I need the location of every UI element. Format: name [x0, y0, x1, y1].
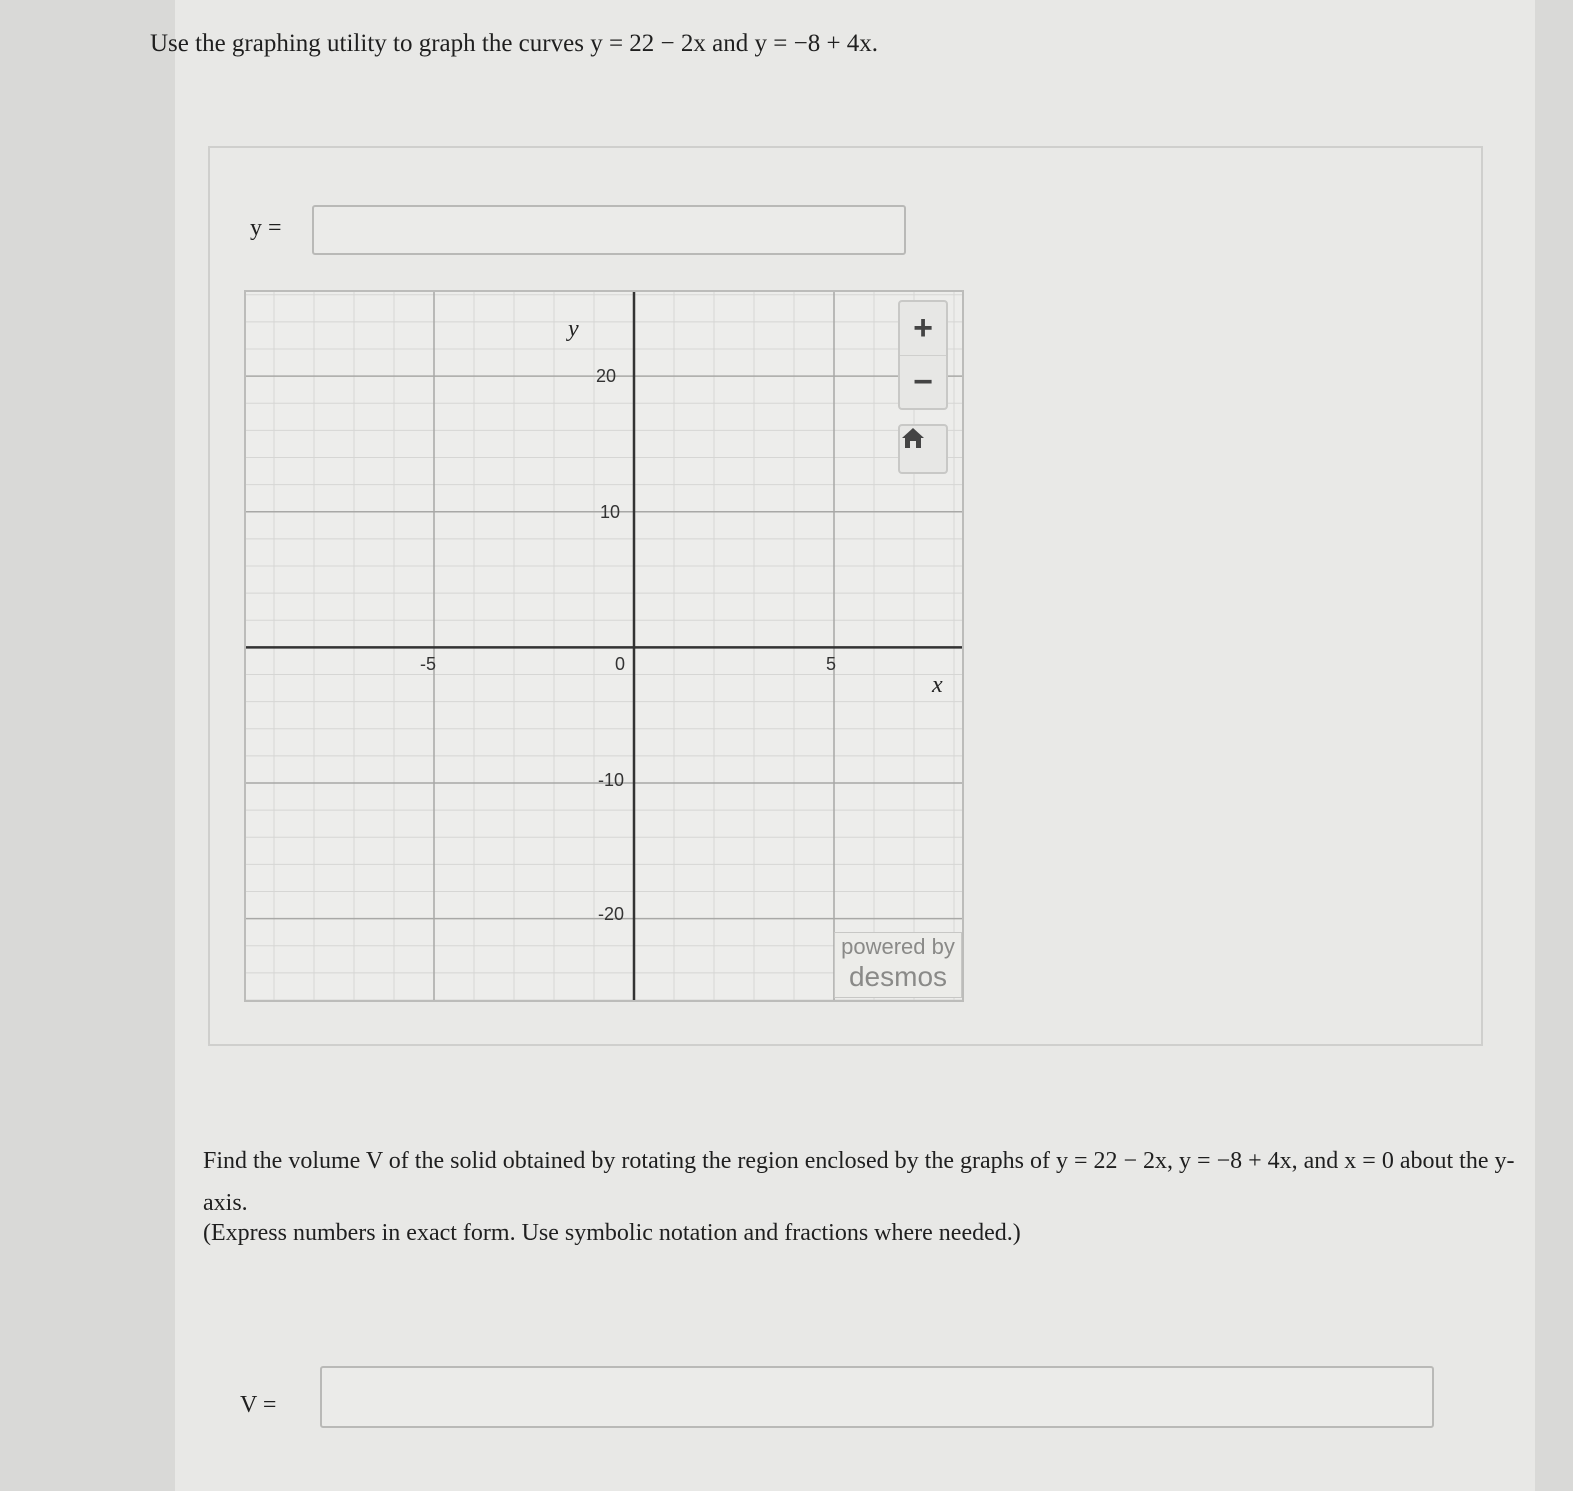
home-button[interactable] — [898, 424, 948, 474]
x-axis-label: x — [932, 672, 943, 698]
zoom-controls — [898, 300, 948, 410]
y-tick-10: 10 — [600, 502, 621, 522]
x-tick-0: 0 — [615, 654, 626, 674]
graph-grid[interactable] — [246, 292, 962, 1000]
y-tick-neg10: -10 — [598, 770, 625, 790]
y-tick-20: 20 — [596, 366, 617, 386]
home-icon — [900, 426, 926, 450]
desmos-logo: desmos — [848, 961, 948, 992]
x-tick-neg5: -5 — [420, 654, 437, 674]
y-axis-label: y — [568, 316, 579, 342]
x-tick-5: 5 — [826, 654, 837, 674]
y-expression-input[interactable] — [312, 205, 906, 255]
volume-question-text: Find the volume V of the solid obtained by rotating the region enclosed by the graphs of y = 22 − 2x, y = −8 + 4x, and x = 0 about the y-axis. — [203, 1148, 1515, 1216]
curve-2: y = −8 + 4x. — [754, 30, 879, 57]
zoom-in-button[interactable]: + — [913, 309, 933, 347]
y-tick-neg20: -20 — [598, 904, 625, 924]
curve-1: y = 22 − 2x — [590, 30, 706, 57]
desmos-attribution[interactable] — [834, 932, 962, 998]
powered-by-text: powered by — [841, 934, 955, 959]
desmos-graph[interactable] — [244, 290, 964, 1002]
format-note: (Express numbers in exact form. Use symbolic notation and fractions where needed.) — [203, 1220, 1021, 1246]
volume-question — [203, 1140, 1523, 1224]
zoom-out-button[interactable]: − — [900, 355, 946, 409]
volume-label: V = — [240, 1392, 277, 1418]
volume-answer-input[interactable] — [320, 1366, 1434, 1428]
y-input-label: y = — [250, 215, 282, 241]
question-text: Use the graphing utility to graph the curves y = 22 − 2x and y = −8 + 4x. — [150, 30, 879, 57]
